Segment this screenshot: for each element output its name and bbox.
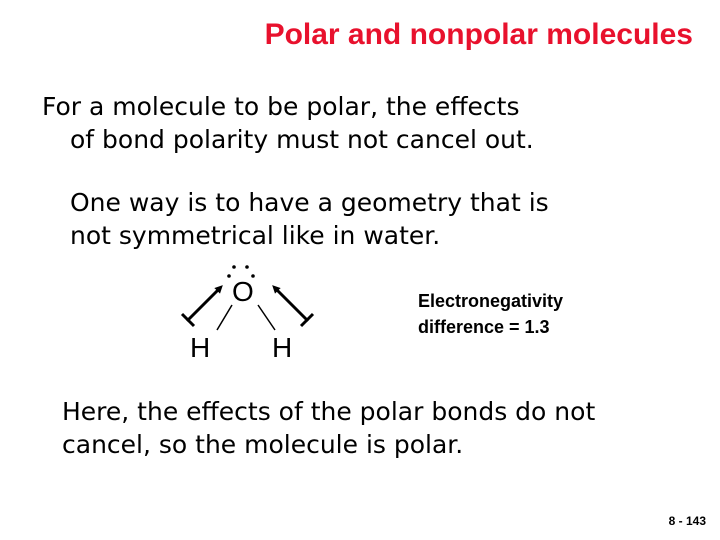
paragraph-2-line-2: not symmetrical like in water. [70,221,441,250]
slide-title: Polar and nonpolar molecules [264,18,693,51]
bond-line-right [258,305,275,330]
hydrogen-atom-right: H [272,332,293,363]
polarity-arrow-right [275,288,313,326]
page-number: 8 - 143 [668,514,706,528]
hydrogen-atom-left: H [190,332,211,363]
paragraph-2-line-1: One way is to have a geometry that is [70,188,549,217]
bond-line-left [217,305,232,330]
paragraph-3-line-1: Here, the effects of the polar bonds do not [62,397,596,426]
electronegativity-note-line-2: difference = 1.3 [418,317,550,337]
oxygen-atom: O [232,276,254,307]
paragraph-1-line-1: For a molecule to be polar, the effects [42,92,520,121]
electronegativity-note-line-1: Electronegativity [418,291,564,311]
paragraph-3-line-2: cancel, so the molecule is polar. [62,430,464,459]
paragraph-1-line-2: of bond polarity must not cancel out. [70,125,534,154]
water-molecule-diagram [170,255,330,370]
polarity-arrow-left [182,288,220,326]
